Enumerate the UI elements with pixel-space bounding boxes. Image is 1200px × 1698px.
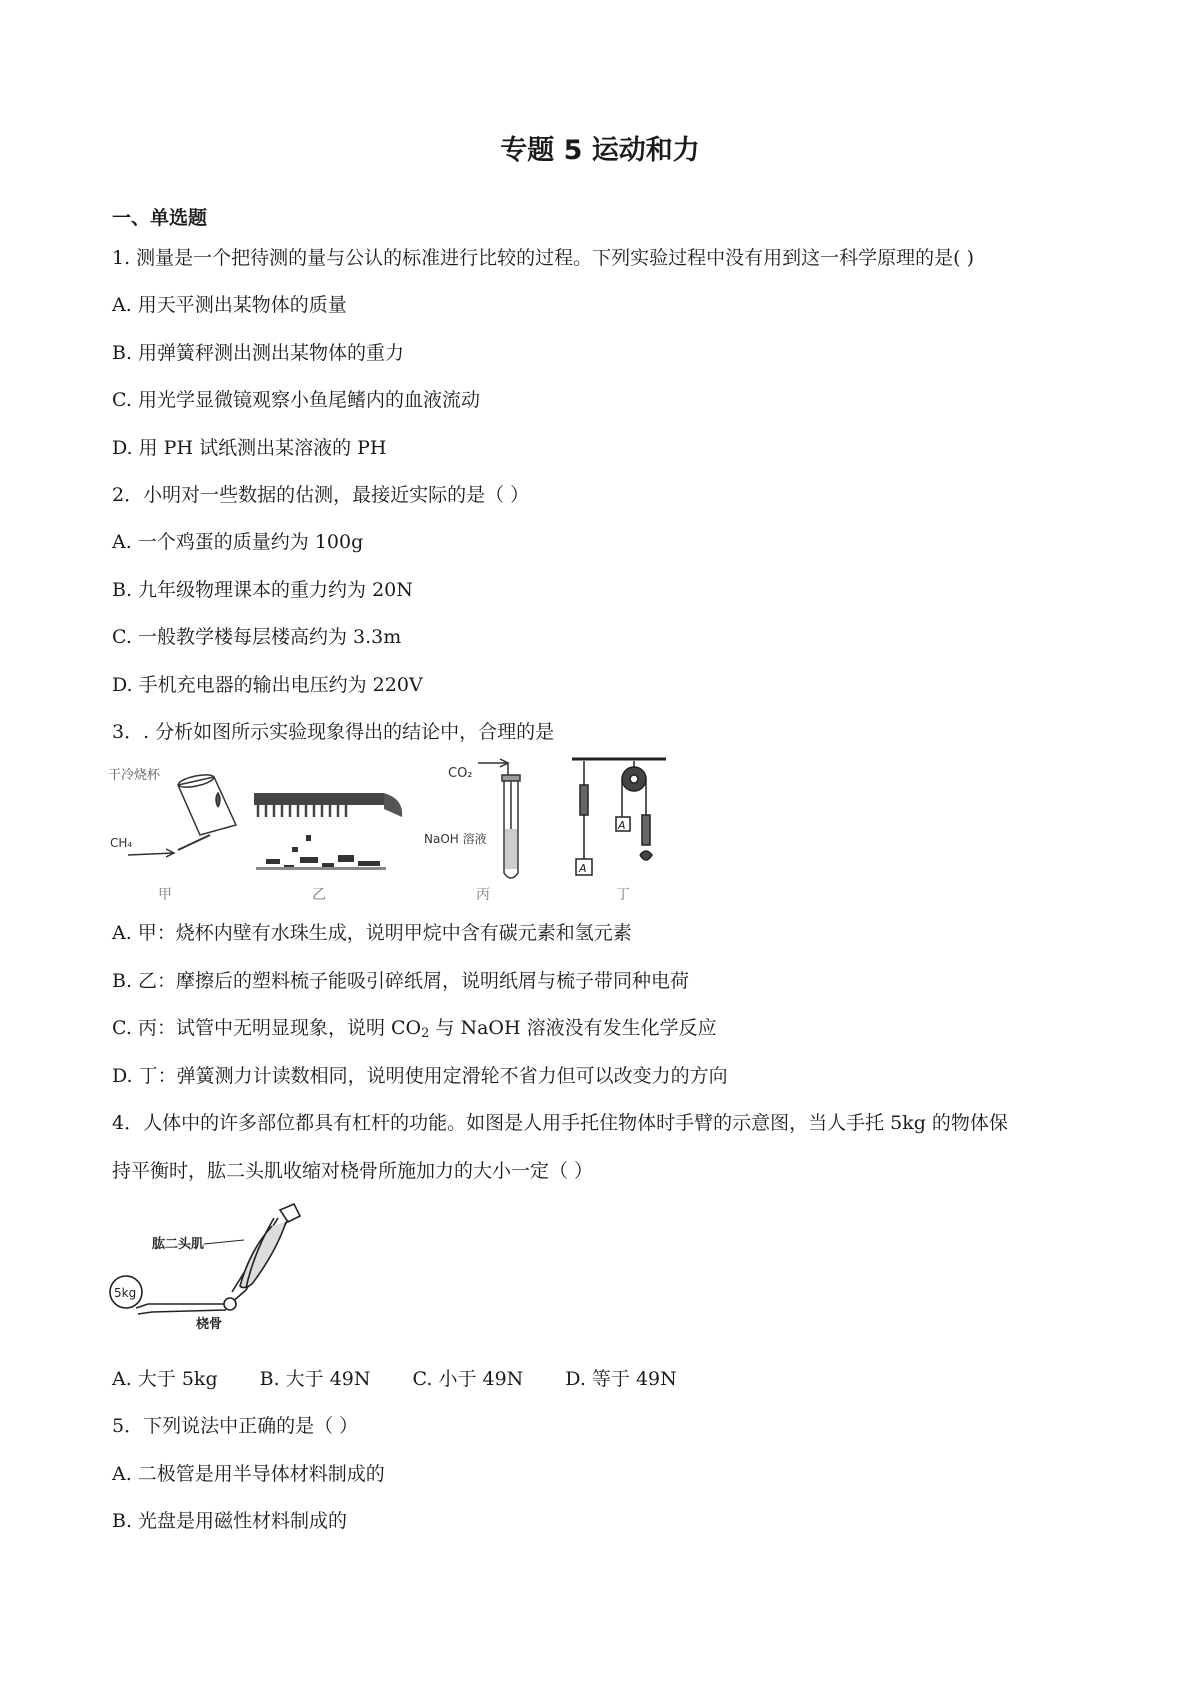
- caption-ding: 丁: [616, 887, 630, 903]
- section-heading: 一、单选题: [112, 207, 208, 229]
- beaker-label: 干冷烧杯: [108, 768, 161, 783]
- muscle-label: 肱二头肌: [152, 1237, 205, 1252]
- question-2-option-c: C. 一般教学楼每层楼高约为 3.3m: [112, 626, 402, 648]
- question-5-option-b: B. 光盘是用磁性材料制成的: [112, 1510, 348, 1532]
- page-title: 专题 5 运动和力: [500, 135, 700, 166]
- question-3-stem: 3．. 分析如图所示实验现象得出的结论中，合理的是: [112, 721, 555, 743]
- question-2-option-d: D. 手机充电器的输出电压约为 220V: [112, 674, 423, 696]
- question-1-option-a: A. 用天平测出某物体的质量: [112, 294, 347, 316]
- question-4-stem-line-2: 持平衡时，肱二头肌收缩对桡骨所施加力的大小一定（ ）: [112, 1160, 594, 1182]
- question-4-option-d: D. 等于 49N: [565, 1368, 677, 1390]
- naoh-label: NaOH 溶液: [424, 832, 487, 846]
- figure-bing-test-tube: [424, 759, 520, 878]
- caption-yi: 乙: [312, 887, 326, 903]
- ch4-label: CH₄: [110, 836, 133, 850]
- block-a-left: A: [579, 862, 587, 875]
- question-2-option-b: B. 九年级物理课本的重力约为 20N: [112, 579, 413, 601]
- question-2-stem: 2．小明对一些数据的估测，最接近实际的是（ ）: [112, 484, 530, 506]
- question-3-option-a: A. 甲：烧杯内壁有水珠生成，说明甲烷中含有碳元素和氢元素: [112, 922, 632, 944]
- question-1-option-d: D. 用 PH 试纸测出某溶液的 PH: [112, 437, 387, 459]
- question-3-option-b: B. 乙：摩擦后的塑料梳子能吸引碎纸屑，说明纸屑与梳子带同种电荷: [112, 970, 690, 992]
- question-4-arm-figure: [108, 1200, 308, 1330]
- question-4-options: [112, 1364, 719, 1391]
- caption-jia: 甲: [158, 887, 172, 903]
- question-1-stem: 1. 测量是一个把待测的量与公认的标准进行比较的过程。下列实验过程中没有用到这一科学原理的是( ): [112, 247, 975, 269]
- question-4-stem-line-1: 4．人体中的许多部位都具有杠杆的功能。如图是人用手托住物体时手臂的示意图，当人手托 5kg 的物体保: [112, 1112, 1008, 1134]
- question-5-stem: 5．下列说法中正确的是（ ）: [112, 1415, 359, 1437]
- question-3-figure: [106, 755, 726, 905]
- figure-jia-beaker: [108, 767, 236, 857]
- question-1-option-b: B. 用弹簧秤测出测出某物体的重力: [112, 342, 405, 364]
- weight-label: 5kg: [114, 1286, 137, 1300]
- question-5-option-a: A. 二极管是用半导体材料制成的: [112, 1463, 385, 1485]
- question-1-option-c: C. 用光学显微镜观察小鱼尾鳍内的血液流动: [112, 389, 480, 411]
- option-c-text-1: C. 丙：试管中无明显现象，说明 CO: [112, 1017, 422, 1039]
- question-3-option-c: [112, 1013, 717, 1041]
- question-3-option-d: D. 丁：弹簧测力计读数相同，说明使用定滑轮不省力但可以改变力的方向: [112, 1065, 728, 1087]
- question-4-option-b: B. 大于 49N: [259, 1368, 371, 1390]
- co2-label: CO₂: [448, 766, 473, 781]
- block-a-right: A: [618, 819, 626, 832]
- bone-label: 桡骨: [196, 1317, 223, 1330]
- option-c-text-2: 与 NaOH 溶液没有发生化学反应: [429, 1017, 717, 1039]
- figure-ding-pulley: [572, 759, 666, 875]
- question-4-option-c: C. 小于 49N: [412, 1368, 524, 1390]
- option-c-subscript: 2: [421, 1026, 430, 1041]
- question-4-option-a: A. 大于 5kg: [112, 1368, 218, 1390]
- question-2-option-a: A. 一个鸡蛋的质量约为 100g: [112, 531, 364, 553]
- caption-bing: 丙: [476, 887, 490, 903]
- figure-yi-comb: [254, 793, 402, 870]
